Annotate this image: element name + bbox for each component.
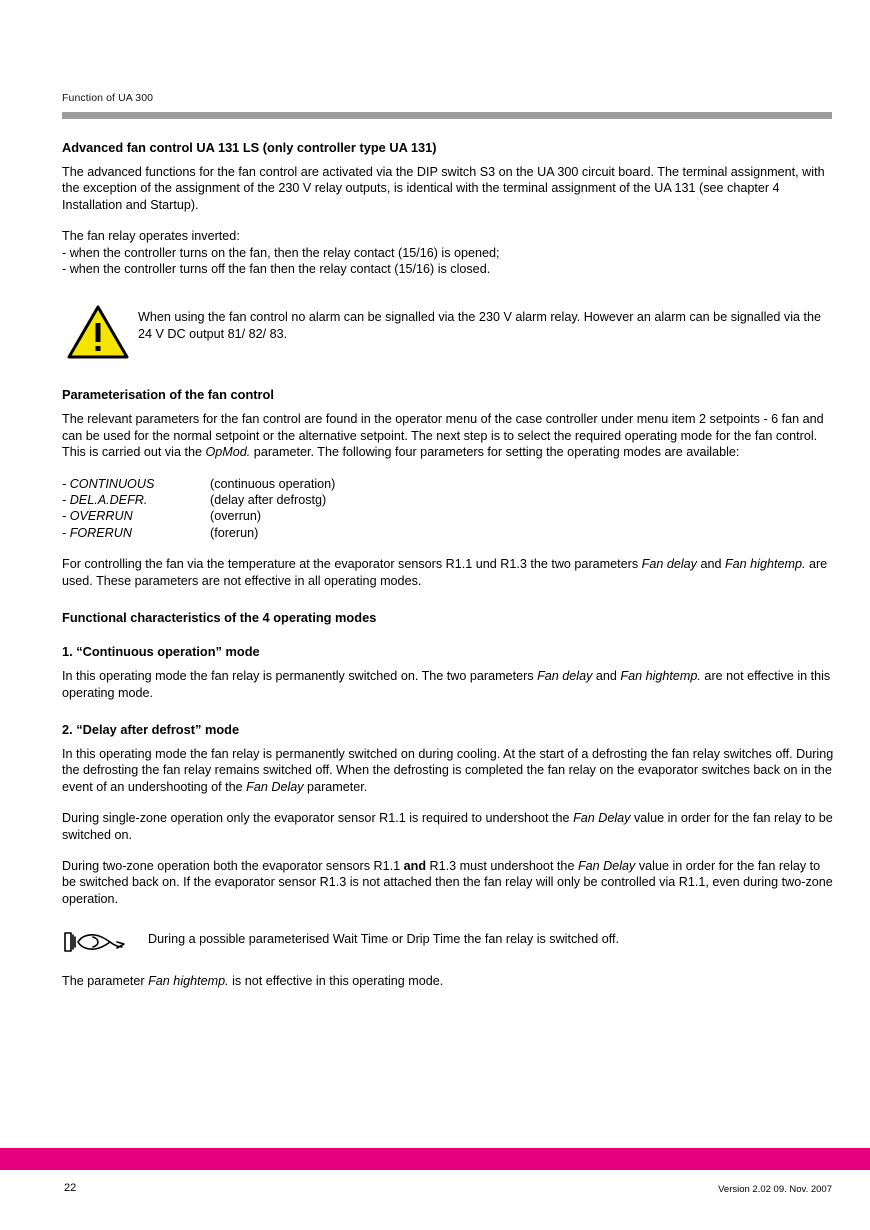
mode-description: (overrun)	[210, 509, 262, 524]
mode1-fan-delay-italic: Fan delay	[537, 669, 593, 684]
inverted-line-1: The fan relay operates inverted:	[62, 229, 240, 244]
section-heading-functional: Functional characteristics of the 4 operating modes	[62, 610, 377, 626]
warning-note-text: When using the fan control no alarm can be signalled via the 230 V alarm relay. However an alarm can be signalled via the 24 V DC output 81/ 82/ 83.	[138, 310, 822, 341]
mode2-closing-part-a: The parameter	[62, 974, 149, 989]
fan-ctrl-part-c: are used. These parameters are not effective in all operating modes.	[62, 557, 828, 588]
mode1-fan-hightemp-italic: Fan hightemp.	[620, 669, 701, 684]
param-para-part-a: The relevant parameters for the fan control are found in the operator menu of the case controller under menu item 2 setpoints - 6 fan and can be used for the normal setpoint or the alternative setpoint. The next step is to select the required operating mode for the fan control. This is carried out via the	[62, 412, 824, 460]
mode1-part-b: and	[592, 669, 621, 684]
mode2-p1-part-a: In this operating mode the fan relay is permanently switched on during cooling. At the start of a defrosting the fan relay switches off. During the defrosting the fan relay remains switched off. When the defrosting is completed the fan relay on the evaporator switches back on in the event of an undershooting of the	[62, 746, 834, 794]
mode-description: (forerun)	[210, 525, 259, 540]
mode2-p3-part-a: During two-zone operation both the evaporator sensors R1.1	[62, 858, 404, 873]
inverted-line-3: - when the controller turns off the fan then the relay contact (15/16) is closed.	[62, 262, 491, 277]
mode2-p2-fan-delay-italic: Fan Delay	[573, 811, 631, 826]
mode-2-paragraph-1	[62, 746, 834, 795]
mode1-part-a: In this operating mode the fan relay is permanently switched on. The two parameters	[62, 669, 538, 684]
subheading-mode-2: 2. “Delay after defrost” mode	[62, 721, 240, 737]
mode1-part-c: are not effective in this operating mode.	[62, 669, 831, 700]
page-number: 22	[64, 1182, 77, 1194]
page-content	[62, 140, 834, 990]
mode2-p3-part-b: R1.3 must undershoot the	[426, 858, 578, 873]
mode-name: - CONTINUOUS	[62, 476, 155, 491]
parameterisation-paragraph-1	[62, 411, 834, 460]
mode2-p2-part-a: During single-zone operation only the evaporator sensor R1.1 is required to undershoot the	[62, 811, 574, 826]
mode2-closing-fan-hightemp-italic: Fan hightemp.	[148, 974, 229, 989]
running-head: Function of UA 300	[62, 92, 154, 104]
mode2-p3-fan-delay-italic: Fan Delay	[577, 858, 636, 873]
fan-hightemp-italic: Fan hightemp.	[724, 557, 806, 572]
parameterisation-paragraph-2	[62, 556, 834, 589]
list-item	[62, 508, 834, 524]
header-rule	[62, 112, 832, 119]
section-heading-advanced-fan: Advanced fan control UA 131 LS (only controller type UA 131)	[62, 140, 437, 155]
footer-version: Version 2.02 09. Nov. 2007	[718, 1184, 832, 1195]
list-item	[62, 492, 834, 508]
param-para-part-b: parameter. The following four parameters for setting the operating modes are available:	[250, 445, 740, 460]
fan-ctrl-part-a: For controlling the fan via the temperature at the evaporator sensors R1.1 und R1.3 the two parameters	[62, 557, 642, 572]
subheading-mode-1: 1. “Continuous operation” mode	[62, 644, 260, 660]
mode-2-closing-paragraph	[62, 973, 834, 989]
mode-1-paragraph	[62, 668, 834, 701]
mode2-p3-part-c: value in order for the fan relay to be switched back on. If the evaporator sensor R1.3 is not attached then the fan relay will only be controlled via R1.1, even during two-zone operation.	[62, 858, 833, 906]
hand-note	[62, 928, 834, 958]
advanced-fan-paragraph-1: The advanced functions for the fan control are activated via the DIP switch S3 on the UA 300 circuit board. The terminal assignment, with the exception of the assignment of the 230 V relay outputs, is identical with the terminal assignment of the UA 131 (see chapter 4 Installation and Startup).	[62, 165, 825, 212]
inverted-relay-block	[62, 228, 834, 277]
section-heading-parameterisation: Parameterisation of the fan control	[62, 387, 274, 403]
inverted-line-2: - when the controller turns on the fan, then the relay contact (15/16) is opened;	[62, 245, 500, 260]
footer-bar	[0, 1148, 870, 1170]
operating-mode-list	[62, 476, 834, 542]
list-item	[62, 476, 834, 492]
mode2-p2-part-b: value in order for the fan relay to be switched on.	[62, 811, 833, 842]
fan-ctrl-part-b: and	[696, 557, 725, 572]
mode-2-paragraph-3	[62, 858, 834, 907]
mode-name: - FORERUN	[62, 525, 132, 540]
mode-description: (continuous operation)	[210, 476, 336, 491]
mode2-closing-part-b: is not effective in this operating mode.	[228, 974, 444, 989]
warning-note	[62, 303, 834, 361]
mode2-p1-fan-delay-italic: Fan Delay	[246, 779, 304, 794]
mode-name: - OVERRUN	[62, 509, 133, 524]
fan-delay-italic: Fan delay	[641, 557, 697, 572]
list-item	[62, 525, 834, 541]
mode-description: (delay after defrostg)	[210, 493, 327, 508]
warning-triangle-icon	[67, 305, 129, 359]
mode-name: - DEL.A.DEFR.	[62, 493, 148, 508]
param-para-opmod: OpMod.	[205, 445, 251, 460]
hand-note-text: During a possible parameterised Wait Time or Drip Time the fan relay is switched off.	[148, 932, 620, 947]
pointing-hand-icon	[62, 928, 128, 956]
mode-2-paragraph-2	[62, 810, 834, 843]
mode2-p3-and-bold: and	[403, 858, 427, 873]
mode2-p1-part-b: parameter.	[303, 779, 368, 794]
